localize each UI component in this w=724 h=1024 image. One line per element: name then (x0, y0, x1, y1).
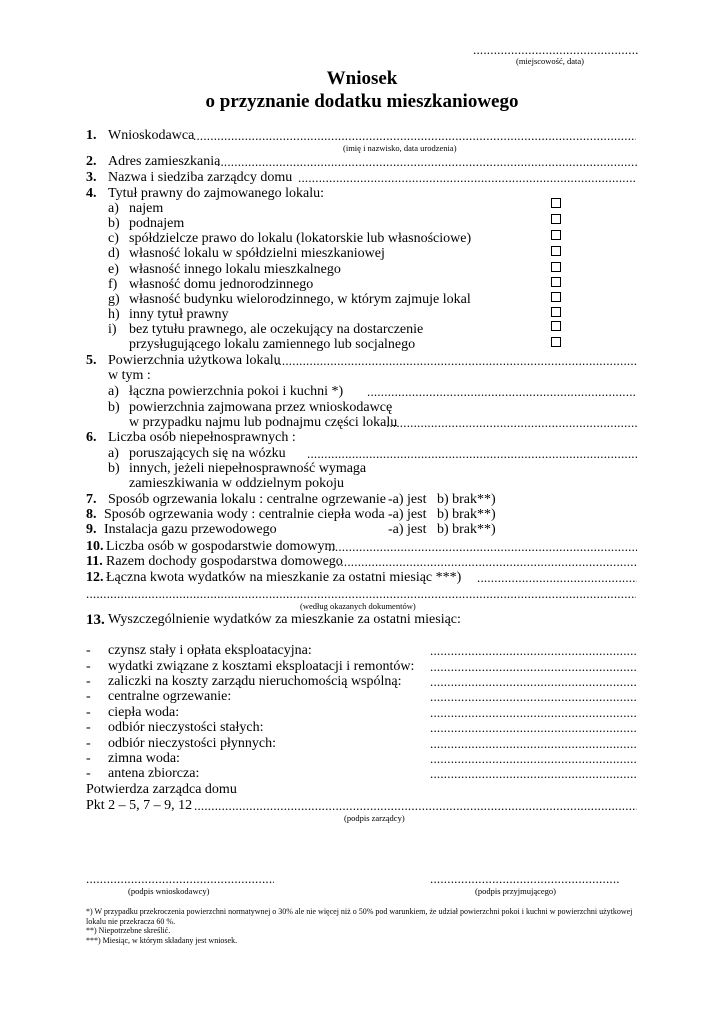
item-number-9: 9. (86, 522, 97, 537)
expense-field-liquid-waste[interactable] (430, 736, 636, 751)
applicant-caption: (imię i nazwisko, data urodzenia) (343, 143, 457, 153)
household-count-field[interactable] (328, 539, 637, 554)
heating-options[interactable]: -a) jest b) brak**) (388, 492, 496, 507)
applicant-label: Wnioskodawca (108, 128, 195, 143)
expense-label-heating: centralne ogrzewanie: (108, 689, 232, 704)
area-rooms-label: łączna powierzchnia pokoi i kuchni *) (129, 384, 344, 399)
legal-title-letter-h: h) (108, 307, 120, 322)
legal-title-option-b: podnajem (129, 216, 185, 231)
expense-field-rent[interactable] (430, 643, 636, 658)
checkbox-d[interactable] (551, 246, 561, 256)
household-income-field[interactable] (337, 554, 637, 569)
area-field[interactable] (275, 353, 637, 368)
place-date-dots (473, 42, 638, 57)
dash: - (86, 659, 91, 674)
household-count-label: Liczba osób w gospodarstwie domowym (106, 539, 336, 554)
area-label: Powierzchnia użytkowa lokalu (108, 353, 281, 368)
area-occupied-label-cont: w przypadku najmu lub podnajmu części lokalu (129, 415, 398, 430)
total-expenses-field-cont[interactable] (86, 586, 636, 601)
item-number-6: 6. (86, 430, 97, 445)
legal-title-option-c: spółdzielcze prawo do lokalu (lokatorskie lub własnościowe) (129, 231, 472, 246)
item-number-11: 11. (86, 554, 103, 569)
water-heating-label: Sposób ogrzewania wody : centralnie ciepła woda (104, 507, 385, 522)
item-number-3: 3. (86, 170, 97, 185)
item-number-1: 1. (86, 128, 97, 143)
manager-field[interactable] (298, 170, 636, 185)
expense-label-hot-water: ciepła woda: (108, 705, 180, 720)
manager-confirm-points: Pkt 2 – 5, 7 – 9, 12 (86, 798, 193, 813)
checkbox-c[interactable] (551, 230, 561, 240)
item-number-12: 12. (86, 570, 104, 585)
address-label: Adres zamieszkania (108, 154, 221, 169)
footnote-2: **) Niepotrzebne skreślić. (86, 926, 171, 935)
dash: - (86, 643, 91, 658)
expense-field-maintenance[interactable] (430, 659, 636, 674)
expense-label-liquid-waste: odbiór nieczystości płynnych: (108, 736, 276, 751)
area-a-letter: a) (108, 384, 119, 399)
legal-title-letter-f: f) (108, 277, 118, 292)
expenses-breakdown-label: Wyszczególnienie wydatków za mieszkanie za ostatni miesiąc: (108, 612, 461, 627)
disabled-other-label-cont: zamieszkiwania w oddzielnym pokoju (129, 476, 344, 491)
form-subtitle: o przyznanie dodatku mieszkaniowego (205, 91, 519, 112)
dash: - (86, 736, 91, 751)
place-date-caption: (miejscowość, data) (516, 56, 584, 66)
item-number-5: 5. (86, 353, 97, 368)
checkbox-h[interactable] (551, 307, 561, 317)
legal-title-option-f: własność domu jednorodzinnego (129, 277, 314, 292)
item-number-13: 13. (86, 612, 105, 628)
legal-title-option-e: własność innego lokalu mieszkalnego (129, 262, 341, 277)
disabled-wheelchair-label: poruszających się na wózku (129, 446, 286, 461)
gas-label: Instalacja gazu przewodowego (104, 522, 277, 537)
dash: - (86, 674, 91, 689)
legal-title-option-d: własność lokalu w spółdzielni mieszkaniowej (129, 246, 385, 261)
manager-signature-field[interactable] (194, 798, 637, 813)
checkbox-i[interactable] (551, 321, 561, 331)
disabled-other-label: innych, jeżeli niepełnosprawność wymaga (129, 461, 367, 476)
legal-title-letter-a: a) (108, 201, 119, 216)
checkbox-i2[interactable] (551, 337, 561, 347)
gas-options[interactable]: -a) jest b) brak**) (388, 522, 496, 537)
expense-label-cold-water: zimna woda: (108, 751, 180, 766)
item-number-8: 8. (86, 507, 97, 522)
legal-title-option-g: własność budynku wielorodzinnego, w którym zajmuje lokal (129, 292, 471, 307)
legal-title-letter-d: d) (108, 246, 120, 261)
disabled-wheelchair-field[interactable] (307, 446, 637, 461)
expense-field-heating[interactable] (430, 689, 636, 704)
total-expenses-caption: (według okazanych dokumentów) (300, 601, 416, 611)
legal-title-option-i: bez tytułu prawnego, ale oczekujący na dostarczenie (129, 322, 424, 337)
form-title: Wniosek (326, 68, 398, 89)
manager-confirm-label: Potwierdza zarządca domu (86, 782, 237, 797)
footnote-3: ***) Miesiąc, w którym składany jest wniosek. (86, 936, 238, 945)
footnote-1: *) W przypadku przekroczenia powierzchni normatywnej o 30% ale nie więcej niż o 50% pod warunkiem, że udział powierzchni pokoi i kuchni w powierzchni użytkowej lokalu nie przekracza 60 %. (86, 907, 633, 926)
checkbox-b[interactable] (551, 214, 561, 224)
address-field[interactable] (217, 154, 637, 169)
receiver-signature-caption: (podpis przyjmującego) (475, 886, 556, 896)
item-number-7: 7. (86, 492, 97, 507)
item-number-4: 4. (86, 186, 97, 201)
checkbox-f[interactable] (551, 277, 561, 287)
checkbox-g[interactable] (551, 292, 561, 302)
applicant-signature-field[interactable] (86, 871, 274, 886)
legal-title-option-h: inny tytuł prawny (129, 307, 229, 322)
expense-field-cold-water[interactable] (430, 751, 636, 766)
total-expenses-label: Łączna kwota wydatków na mieszkanie za ostatni miesiąc ***) (106, 570, 462, 585)
disabled-label: Liczba osób niepełnosprawnych : (108, 430, 296, 445)
dash: - (86, 705, 91, 720)
expense-field-antenna[interactable] (430, 766, 636, 781)
dash: - (86, 720, 91, 735)
legal-title-letter-c: c) (108, 231, 119, 246)
expense-label-rent: czynsz stały i opłata eksploatacyjna: (108, 643, 312, 658)
expense-field-solid-waste[interactable] (430, 720, 636, 735)
legal-title-letter-i: i) (108, 322, 117, 337)
expense-label-management: zaliczki na koszty zarządu nieruchomością wspólną: (108, 674, 402, 689)
expense-label-solid-waste: odbiór nieczystości stałych: (108, 720, 264, 735)
manager-label: Nazwa i siedziba zarządcy domu (108, 170, 293, 185)
expense-field-management[interactable] (430, 674, 636, 689)
checkbox-e[interactable] (551, 262, 561, 272)
legal-title-option-i-cont: przysługującego lokalu zamiennego lub socjalnego (129, 337, 416, 352)
heating-label: Sposób ogrzewania lokalu : centralne ogrzewanie (108, 492, 386, 507)
area-b-letter: b) (108, 400, 120, 415)
disabled-a-letter: a) (108, 446, 119, 461)
area-occupied-field[interactable] (386, 415, 637, 430)
checkbox-a[interactable] (551, 198, 561, 208)
dash: - (86, 766, 91, 781)
disabled-b-letter: b) (108, 461, 120, 476)
dash: - (86, 689, 91, 704)
expense-label-antenna: antena zbiorcza: (108, 766, 200, 781)
area-occupied-label: powierzchnia zajmowana przez wnioskodawcę (129, 400, 393, 415)
legal-title-letter-g: g) (108, 292, 120, 307)
total-expenses-field[interactable] (477, 570, 637, 585)
manager-signature-caption: (podpis zarządcy) (344, 813, 405, 823)
item-number-10: 10. (86, 539, 104, 554)
applicant-signature-caption: (podpis wnioskodawcy) (128, 886, 210, 896)
area-including-label: w tym : (108, 368, 151, 383)
expense-label-maintenance: wydatki związane z kosztami eksploatacji i remontów: (108, 659, 415, 674)
legal-title-option-a: najem (129, 201, 164, 216)
legal-title-letter-b: b) (108, 216, 120, 231)
household-income-label: Razem dochody gospodarstwa domowego (106, 554, 343, 569)
expense-field-hot-water[interactable] (430, 705, 636, 720)
dash: - (86, 751, 91, 766)
area-rooms-field[interactable] (367, 384, 637, 399)
legal-title-letter-e: e) (108, 262, 119, 277)
legal-title-label: Tytuł prawny do zajmowanego lokalu: (108, 186, 324, 201)
water-heating-options[interactable]: -a) jest b) brak**) (388, 507, 496, 522)
receiver-signature-field[interactable] (430, 871, 620, 886)
item-number-2: 2. (86, 154, 97, 169)
applicant-field[interactable] (193, 128, 636, 143)
